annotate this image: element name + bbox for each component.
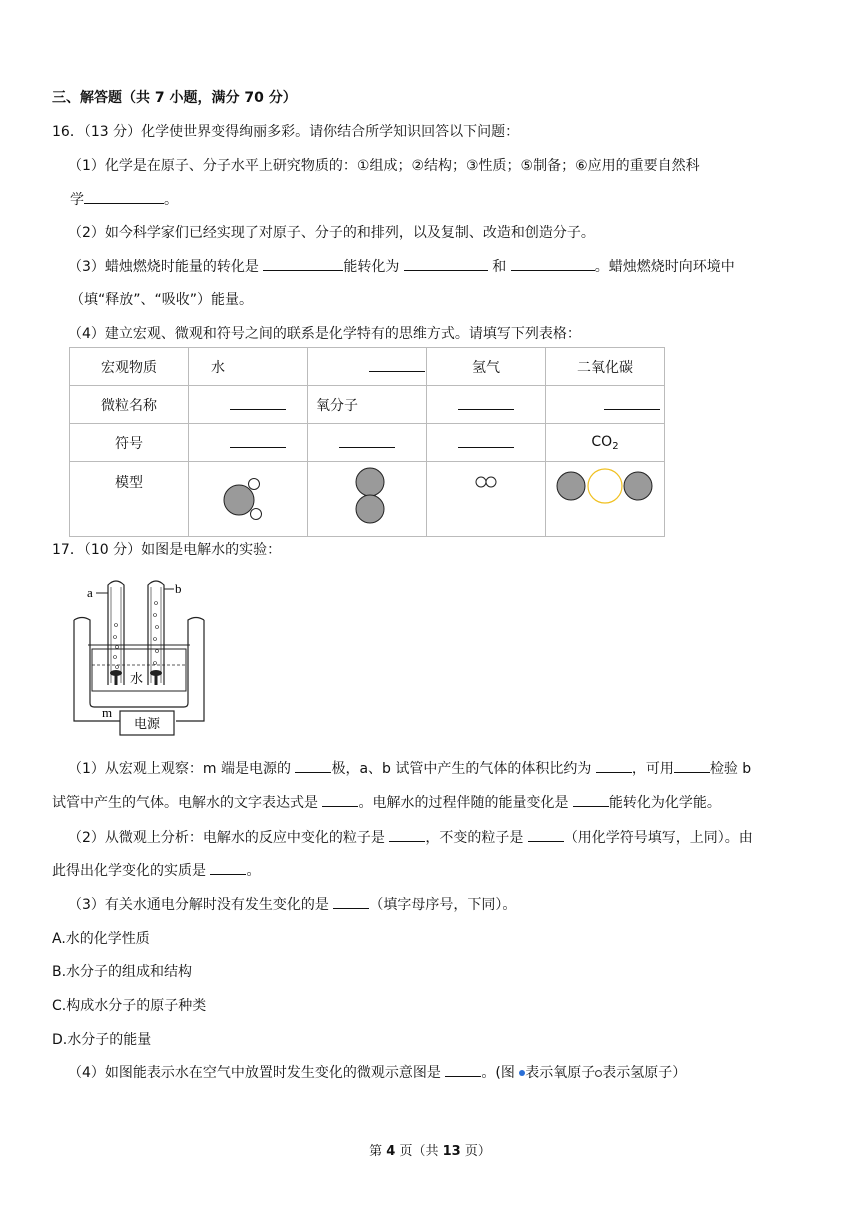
table-cell: 氢气 [427, 348, 546, 386]
row-label: 符号 [70, 424, 189, 462]
answer-blank [230, 395, 286, 410]
water-molecule-model [189, 462, 308, 537]
q17-part4: （4）如图能表示水在空气中放置时发生变化的微观示意图是 。(图 表示氧原子 表示氢原子） [68, 1062, 686, 1082]
q16-part3-line2: （填“释放”、“吸收”）能量。 [70, 292, 254, 308]
q16-heading: 16．（13 分）化学使世界变得绚丽多彩。请你结合所学知识回答以下问题： [52, 124, 520, 140]
table-cell[interactable] [308, 348, 427, 386]
answer-blank[interactable] [573, 792, 609, 807]
page-footer: 第 4 页（共 13 页） [369, 1144, 491, 1159]
table-cell[interactable] [427, 386, 546, 424]
answer-blank [369, 357, 425, 372]
q17-part1-line2: 试管中产生的气体。电解水的文字表达式是 。电解水的过程伴随的能量变化是 能转化为化学能。 [52, 792, 721, 812]
answer-blank[interactable] [389, 827, 425, 842]
svg-text:b: b [175, 581, 182, 596]
table-cell: 二氧化碳 [546, 348, 665, 386]
option-d: D.水分子的能量 [52, 1032, 152, 1048]
table-cell[interactable] [546, 386, 665, 424]
q16-part3-line1: （3）蜡烛燃烧时能量的转化是 能转化为 和 。蜡烛燃烧时向环境中 [68, 256, 735, 276]
q17-part1-line1: （1）从宏观上观察：m 端是电源的 极，a、b 试管中产生的气体的体积比约为 ，可用 检验 b [68, 758, 751, 778]
answer-blank[interactable] [445, 1062, 481, 1077]
answer-blank[interactable] [596, 758, 632, 773]
svg-text:a: a [87, 585, 93, 600]
electrolysis-apparatus-figure [70, 575, 210, 737]
answer-blank [604, 395, 660, 410]
answer-blank [339, 433, 395, 448]
table-cell[interactable] [308, 424, 427, 462]
q16-part1-line1: （1）化学是在原子、分子水平上研究物质的：①组成；②结构；③性质；⑤制备；⑥应用的重要自然科 [68, 158, 700, 174]
q17-part3: （3）有关水通电分解时没有发生变化的是 （填字母序号，下同）。 [68, 894, 516, 914]
answer-blank [458, 433, 514, 448]
table-cell [546, 424, 665, 462]
option-a: A.水的化学性质 [52, 931, 150, 947]
q17-part2-line2: 此得出化学变化的实质是 。 [52, 860, 260, 880]
answer-blank[interactable] [263, 256, 343, 271]
answer-blank[interactable] [511, 256, 595, 271]
table-cell[interactable] [189, 424, 308, 462]
table-cell[interactable] [189, 386, 308, 424]
row-label: 模型 [70, 462, 189, 537]
svg-text:m: m [102, 705, 113, 720]
q16-part4: （4）建立宏观、微观和符号之间的联系是化学特有的思维方式。请填写下列表格： [68, 326, 581, 342]
row-label: 微粒名称 [70, 386, 189, 424]
answer-blank[interactable] [528, 827, 564, 842]
answer-blank[interactable] [333, 894, 369, 909]
answer-blank[interactable] [322, 792, 358, 807]
answer-blank[interactable] [84, 189, 164, 204]
answer-blank[interactable] [404, 256, 488, 271]
co2-molecule-model [546, 462, 665, 537]
table-cell: 水 [189, 348, 308, 386]
oxygen-molecule-model [308, 462, 427, 537]
svg-text:水: 水 [130, 671, 144, 686]
option-b: B.水分子的组成和结构 [52, 964, 193, 980]
svg-text:电源: 电源 [133, 716, 161, 731]
hydrogen-molecule-model [427, 462, 546, 537]
table-cell: 氧分子 [308, 386, 427, 424]
q16-part1-line2: 学 。 [70, 189, 178, 209]
table-cell[interactable] [427, 424, 546, 462]
answer-blank [458, 395, 514, 410]
option-c: C.构成水分子的原子种类 [52, 998, 207, 1014]
co2-formula: $CO_2$ [591, 433, 619, 452]
answer-blank [230, 433, 286, 448]
row-label: 宏观物质 [70, 348, 189, 386]
answer-blank[interactable] [295, 758, 331, 773]
answer-blank[interactable] [674, 758, 710, 773]
q17-part2-line1: （2）从微观上分析：电解水的反应中变化的粒子是 ，不变的粒子是 （用化学符号填写，上同）。由 [68, 827, 753, 847]
answer-blank[interactable] [210, 860, 246, 875]
macro-micro-table [69, 347, 665, 537]
q16-part2: （2）如今科学家们已经实现了对原子、分子的和排列，以及复制、改造和创造分子。 [68, 225, 595, 241]
section-title: 三、解答题（共 7 小题，满分 70 分） [52, 90, 297, 106]
q17-heading: 17．（10 分）如图是电解水的实验： [52, 542, 282, 558]
